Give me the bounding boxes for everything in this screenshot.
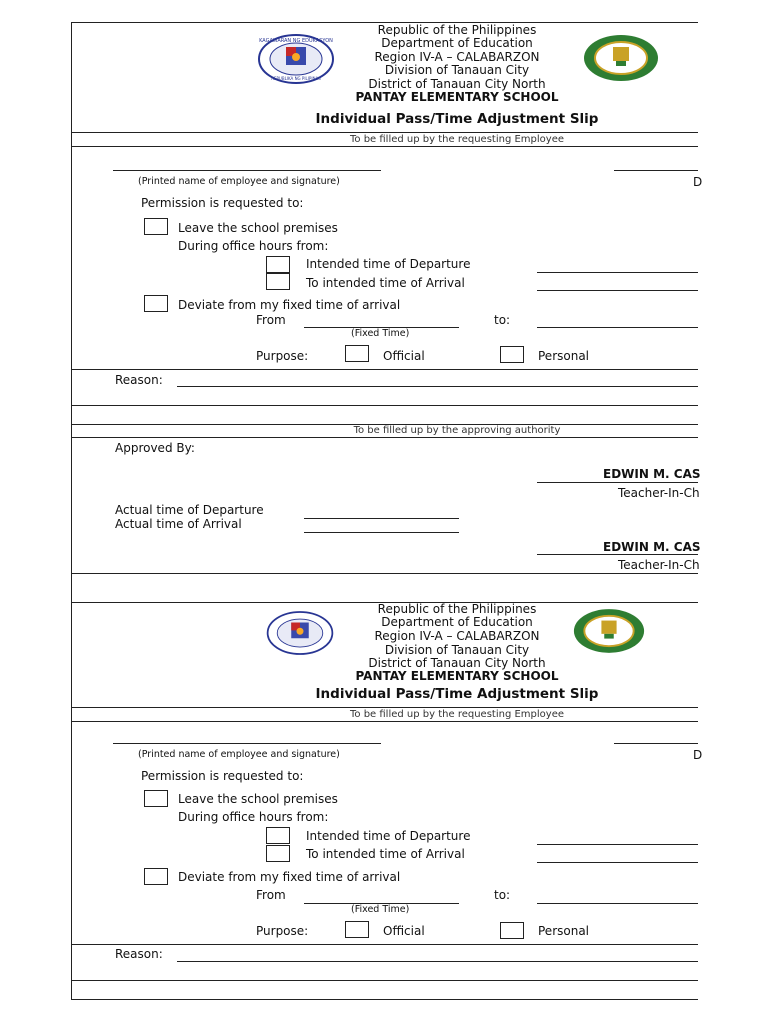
arrival-label: To intended time of Arrival: [306, 276, 465, 290]
permission-label-2: Permission is requested to:: [141, 769, 304, 783]
header-district-2: District of Tanauan City North: [368, 656, 546, 670]
arrival-checkbox-2[interactable]: [266, 845, 290, 862]
divider: [71, 721, 698, 722]
divider: [71, 146, 698, 147]
reason-field-2[interactable]: [177, 961, 698, 962]
approver-title-2: Teacher-In-Ch: [618, 558, 700, 572]
departure-time-field[interactable]: [537, 272, 698, 273]
permission-label: Permission is requested to:: [141, 196, 304, 210]
arrival-label-2: To intended time of Arrival: [306, 847, 465, 861]
official-label: Official: [383, 349, 425, 363]
deviate-checkbox[interactable]: [144, 295, 168, 312]
personal-checkbox-2[interactable]: [500, 922, 524, 939]
departure-label-2: Intended time of Departure: [306, 829, 471, 843]
header-district: District of Tanauan City North: [368, 77, 546, 91]
header-region: Region IV-A – CALABARZON: [374, 50, 540, 64]
departure-label: Intended time of Departure: [306, 257, 471, 271]
personal-label: Personal: [538, 349, 590, 363]
actual-departure-field[interactable]: [304, 518, 459, 519]
departure-time-field-2[interactable]: [537, 844, 698, 845]
from-label: From: [256, 313, 286, 327]
from-label-2: From: [256, 888, 286, 902]
deviate-label: Deviate from my fixed time of arrival: [178, 298, 401, 312]
header-department: Department of Education: [381, 36, 533, 50]
to-time-field[interactable]: [537, 327, 698, 328]
fixed-time-caption: (Fixed Time): [351, 328, 410, 339]
header-division-2: Division of Tanauan City: [384, 643, 530, 657]
divider: [71, 405, 698, 406]
arrival-checkbox[interactable]: [266, 273, 290, 290]
purpose-label: Purpose:: [256, 349, 309, 363]
divider: [71, 999, 698, 1000]
date-label-2: D: [693, 748, 703, 762]
reason-label: Reason:: [115, 373, 163, 387]
approved-by-label: Approved By:: [115, 441, 195, 455]
personal-label-2: Personal: [538, 924, 590, 938]
divider: [71, 980, 698, 981]
actual-arrival-field[interactable]: [304, 532, 459, 533]
name-signature-line-2: [113, 743, 381, 744]
header-republic: Republic of the Philippines: [377, 23, 537, 37]
section-requester-label: To be filled up by the requesting Employee: [350, 134, 564, 145]
arrival-time-field-2[interactable]: [537, 862, 698, 863]
name-signature-line: [113, 170, 381, 171]
departure-checkbox-2[interactable]: [266, 827, 290, 844]
divider: [71, 369, 698, 370]
header-republic-2: Republic of the Philippines: [377, 602, 537, 616]
actual-departure-label: Actual time of Departure: [115, 503, 264, 517]
section-approver-label: To be filled up by the approving authority: [353, 425, 561, 436]
deviate-label-2: Deviate from my fixed time of arrival: [178, 870, 401, 884]
to-label-2: to:: [494, 888, 511, 902]
divider: [71, 707, 698, 708]
divider: [71, 437, 698, 438]
to-time-field-2[interactable]: [537, 903, 698, 904]
header-school-2: PANTAY ELEMENTARY SCHOOL: [355, 669, 559, 683]
departure-checkbox[interactable]: [266, 256, 290, 273]
to-label: to:: [494, 313, 511, 327]
official-checkbox[interactable]: [345, 345, 369, 362]
svg-text:KAGAWARAN NG EDUKASYON: KAGAWARAN NG EDUKASYON: [259, 38, 333, 44]
date-label: D: [693, 175, 703, 189]
reason-field[interactable]: [177, 386, 698, 387]
page-left-border: [71, 22, 72, 1000]
printed-name-caption-2: (Printed name of employee and signature): [138, 749, 340, 760]
leave-premises-label: Leave the school premises: [178, 221, 338, 235]
leave-premises-checkbox-2[interactable]: [144, 790, 168, 807]
during-hours-label: During office hours from:: [178, 239, 329, 253]
approver-title: Teacher-In-Ch: [618, 486, 700, 500]
date-line: [614, 170, 698, 171]
official-label-2: Official: [383, 924, 425, 938]
purpose-label-2: Purpose:: [256, 924, 309, 938]
approver-signature-line: [537, 482, 698, 483]
leave-premises-label-2: Leave the school premises: [178, 792, 338, 806]
slip-title-2: Individual Pass/Time Adjustment Slip: [315, 686, 599, 702]
printed-name-caption: (Printed name of employee and signature): [138, 176, 340, 187]
official-checkbox-2[interactable]: [345, 921, 369, 938]
divider: [71, 944, 698, 945]
section-requester-label-2: To be filled up by the requesting Employee: [350, 709, 564, 720]
svg-text:REPUBLIKA NG PILIPINAS: REPUBLIKA NG PILIPINAS: [271, 76, 321, 81]
divider: [71, 132, 698, 133]
slip-title: Individual Pass/Time Adjustment Slip: [315, 111, 599, 127]
reason-label-2: Reason:: [115, 947, 163, 961]
actual-arrival-label: Actual time of Arrival: [115, 517, 242, 531]
fixed-time-caption-2: (Fixed Time): [351, 904, 410, 915]
header-school: PANTAY ELEMENTARY SCHOOL: [355, 90, 559, 104]
arrival-time-field[interactable]: [537, 290, 698, 291]
approver-name-2: EDWIN M. CAS: [603, 540, 701, 554]
during-hours-label-2: During office hours from:: [178, 810, 329, 824]
header-region-2: Region IV-A – CALABARZON: [374, 629, 540, 643]
date-line-2: [614, 743, 698, 744]
approver-signature-line-2: [537, 554, 698, 555]
leave-premises-checkbox[interactable]: [144, 218, 168, 235]
header-division: Division of Tanauan City: [384, 63, 530, 77]
approver-name: EDWIN M. CAS: [603, 467, 701, 481]
deviate-checkbox-2[interactable]: [144, 868, 168, 885]
divider: [71, 573, 698, 574]
personal-checkbox[interactable]: [500, 346, 524, 363]
header-department-2: Department of Education: [381, 615, 533, 629]
